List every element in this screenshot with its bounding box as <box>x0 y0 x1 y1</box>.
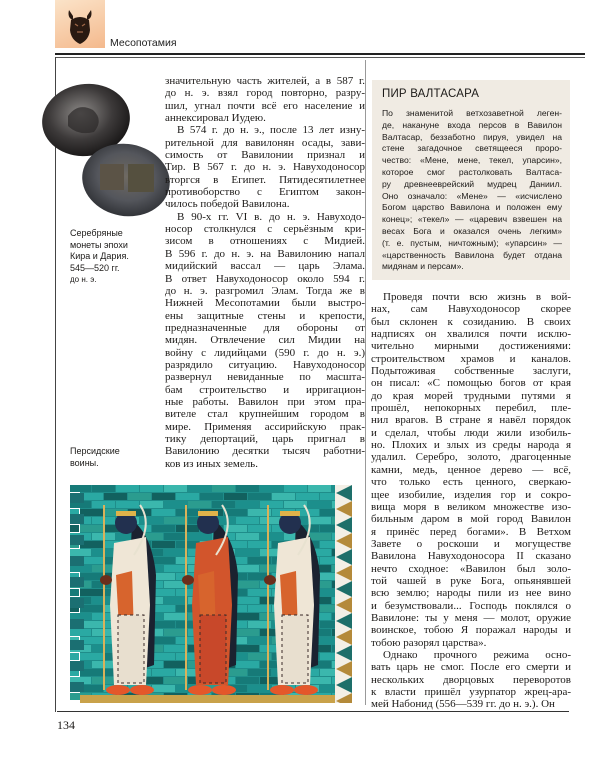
section-title: Месопотамия <box>110 37 177 49</box>
text-line: до края морей трудными путями я <box>371 389 571 402</box>
text-line: к власти пришёл узурпатор жрец-ара- <box>371 686 571 698</box>
sidebar-line: Богом царство Вавилона и положен ему <box>382 202 562 213</box>
text-line: В 574 г. до н. э., после 13 лет изну- <box>177 124 365 137</box>
brick <box>80 653 103 660</box>
brick <box>104 493 127 500</box>
brick <box>212 485 235 492</box>
caption-line: Серебряные <box>70 228 123 238</box>
brick-edge <box>70 535 84 545</box>
coins-caption <box>70 228 160 286</box>
sidebar-line: де, накануне входа персов в Вавилон <box>382 119 562 130</box>
text-line: Вавилоне: ты у меня — молот, оружие <box>371 611 571 624</box>
brick <box>70 653 79 660</box>
text-line: до н. э. взял город повторно, разру- <box>165 87 365 100</box>
brick <box>236 645 259 652</box>
text-line: аннексировал Иудею. <box>165 112 266 125</box>
footer-rule <box>57 711 569 712</box>
sidebar-line: мидянам и персам». <box>382 261 464 272</box>
text-line: надписях он хвалился почти исклю- <box>371 328 571 341</box>
brick <box>92 485 115 492</box>
brick <box>236 517 259 524</box>
text-line: тобою разорял царства». <box>371 636 487 649</box>
sidebar-line: весах Бога и оказался очень легким» <box>382 225 562 236</box>
brick <box>248 493 271 500</box>
brick-edge <box>70 577 84 587</box>
brick <box>80 589 103 596</box>
text-line: зисом в отношениях с Мидией. <box>165 235 365 248</box>
text-line: В 90-х гг. VI в. до н. э. Навуходо- <box>177 210 365 223</box>
header-rule <box>55 53 585 55</box>
brick <box>152 653 175 660</box>
brick <box>260 485 283 492</box>
text-line: бильным даром в мой город Вавилон <box>371 513 571 526</box>
brick <box>236 549 259 556</box>
column-divider <box>365 60 366 705</box>
text-line: мидян. Отвлечение сил Мидии на <box>165 334 365 347</box>
text-line: мидийский вассал — царь Элама. <box>165 260 365 273</box>
text-line: я принёс перед богами». В Ветхом <box>371 525 571 538</box>
brick <box>140 501 163 508</box>
text-line: всю землю; народы пили из нее вино <box>371 587 571 600</box>
sidebar-line: стене загадочное светящееся проро- <box>382 143 562 154</box>
brick <box>70 549 91 556</box>
sidebar-box <box>372 80 570 280</box>
brick <box>164 565 187 572</box>
brick-edge <box>70 598 84 608</box>
brick <box>308 517 331 524</box>
sidebar-text <box>382 108 562 273</box>
brick <box>70 613 91 620</box>
brick <box>284 485 307 492</box>
text-line: той чашей в руке Бога, опьянявшей <box>371 574 571 587</box>
caption-line: Персидские <box>70 446 120 456</box>
brick-edge <box>70 514 84 524</box>
caption-line: 545—520 гг. <box>70 262 120 273</box>
warriors-caption <box>70 446 160 469</box>
sidebar-line: ру древнееврейский мудрец Даниил. <box>382 178 562 189</box>
text-line: чительно мирными достижениями: <box>371 340 571 353</box>
brick <box>152 605 175 612</box>
brick <box>236 565 259 572</box>
sidebar-line: По знаменитой ветхозаветной леген- <box>382 108 562 118</box>
brick <box>164 645 187 652</box>
text-line: Вавилонию десятки тысяч работни- <box>165 445 365 458</box>
brick <box>164 501 187 508</box>
text-line: но. Плохих и злых из среды народа я <box>371 439 571 452</box>
text-line: значительную часть жителей, а в 587 г. <box>165 75 365 87</box>
text-line: рительной для вавилонян осады, зави- <box>165 136 365 149</box>
section-logo <box>55 0 105 48</box>
bull-head-icon <box>55 0 105 48</box>
brick <box>70 565 91 572</box>
brick <box>152 669 175 676</box>
text-line: В ответ Навуходоносор около 594 г. <box>165 272 365 285</box>
brick <box>164 549 187 556</box>
brick <box>164 533 187 540</box>
text-line: развернул невиданные по масшта- <box>165 371 365 384</box>
brick <box>70 629 91 636</box>
brick <box>188 533 211 540</box>
text-line: Нижней Месопотамии были выстро- <box>165 297 365 310</box>
text-line: вторгся в Египет. Пятидесятилетнее <box>165 173 365 186</box>
brick <box>176 541 199 548</box>
brick <box>236 613 259 620</box>
brick <box>236 677 259 684</box>
brick <box>200 493 223 500</box>
brick <box>236 661 259 668</box>
text-line: камни, медь, ценное дерево — всё, <box>371 463 571 476</box>
sidebar-line: Оно означало: «Мене» — «исчислено <box>382 190 562 201</box>
text-line: чилось победой Вавилона. <box>165 198 290 211</box>
brick <box>260 501 283 508</box>
text-line: В 596 г. до н. э. на Вавилонию напал <box>165 247 365 260</box>
brick <box>188 485 211 492</box>
text-line: войну с лидийцами (590 г. до н. э.) <box>165 346 365 359</box>
text-line: мире. Применяя ассирийскую прак- <box>165 420 365 433</box>
text-line: вать царь не смог. После его смерти и <box>371 661 571 674</box>
text-line: был склонен к созиданию. В своих <box>371 315 571 328</box>
brick <box>140 485 163 492</box>
brick-edge <box>70 640 84 650</box>
text-line: предназначенные для обороны от <box>165 321 365 334</box>
page-number: 134 <box>57 718 75 732</box>
text-line: симость от Вавилонии признал и <box>165 149 365 162</box>
brick <box>140 517 163 524</box>
brick <box>308 485 331 492</box>
brick <box>164 517 187 524</box>
silver-coins-image <box>38 80 172 218</box>
text-line: тику депортаций, царь пригнал в <box>165 432 365 445</box>
brick <box>152 541 175 548</box>
text-line: шил, угнал почти всё его население и <box>165 99 365 112</box>
text-line: и безумствовали... Господь поклялся о <box>371 599 571 612</box>
text-line: Тир. В 567 г. до н. э. Навуходоносор <box>165 161 365 174</box>
text-line: вителе стал крупнейшим городом в <box>165 408 365 421</box>
brick <box>284 501 307 508</box>
text-line: вища моря в великом множестве изо- <box>371 500 571 513</box>
brick <box>236 533 259 540</box>
text-line: нескольких дворцовых переворотов <box>371 673 571 686</box>
text-line: Однако прочного режима осно- <box>383 648 571 661</box>
sidebar-line: «царственность Вавилона будет отдана <box>382 249 562 260</box>
brick <box>224 493 247 500</box>
brick <box>236 629 259 636</box>
brick <box>176 493 199 500</box>
brick <box>272 493 295 500</box>
brick <box>164 613 187 620</box>
brick <box>176 509 199 516</box>
right-column-text <box>371 291 571 711</box>
brick <box>260 533 283 540</box>
text-line: мей Набонид (556—539 гг. до н. э.). Он <box>371 698 555 711</box>
text-line: щее изобилие, изделия гор и сокро- <box>371 488 571 501</box>
brick <box>128 493 151 500</box>
text-line: разрядило ситуацию. Навуходоносор <box>165 358 365 371</box>
brick <box>236 597 259 604</box>
caption-line: воины. <box>70 457 99 468</box>
brick <box>152 557 175 564</box>
brick-edge <box>70 556 84 566</box>
brick <box>188 501 211 508</box>
text-line: он писал: «С помощью богов от края <box>371 377 571 390</box>
brick <box>296 493 319 500</box>
brick-edge <box>70 493 84 503</box>
brick <box>80 525 103 532</box>
text-line: и сделал, чтобы люди жили изобиль- <box>371 426 571 439</box>
middle-column-text <box>165 75 365 470</box>
persian-warriors-mosaic-image <box>70 485 352 703</box>
text-line: прошёл, непокорных перебил, пле- <box>371 402 571 415</box>
text-line: строительством храмов и каналов. <box>371 352 571 365</box>
text-line: Подытоживая собственные заслуги, <box>371 365 571 378</box>
brick <box>236 485 259 492</box>
brick <box>236 581 259 588</box>
text-line: Завете о роскоши и могуществе <box>371 537 571 550</box>
text-line: воинское, тобою Я поражал народы и <box>371 624 571 637</box>
brick-edge <box>70 619 84 629</box>
brick <box>152 621 175 628</box>
brick <box>70 525 79 532</box>
sidebar-line: которое смог растолковать Валтаса- <box>382 166 562 177</box>
sidebar-line: (т. е. пустым, ничтожным); «упарсин» — <box>382 237 562 248</box>
brick <box>152 685 175 692</box>
brick <box>308 677 331 684</box>
brick <box>152 637 175 644</box>
header-rule-thin <box>55 57 585 58</box>
text-line: ные работы. Вавилон при этом пра- <box>165 395 365 408</box>
text-line: до н. э. разгромил Элам. Тогда же в <box>165 284 365 297</box>
text-line: нил врагов. В стране я навёл порядок <box>371 414 571 427</box>
text-line: противоборство с Египтом закон- <box>165 186 365 199</box>
text-line: ены защитные стены и крепости, <box>165 309 365 322</box>
brick <box>308 501 331 508</box>
text-line: что только есть ценного, сверкаю- <box>371 476 571 489</box>
text-line: Проведя почти всю жизнь в вой- <box>383 291 571 303</box>
sidebar-line: конец»; «текел» — «царевич взвешен на <box>382 214 562 225</box>
brick <box>152 509 175 516</box>
text-line: ков из иных земель. <box>165 457 258 470</box>
sidebar-line: чество: «Мене, мене, текел, упарсин», <box>382 155 562 166</box>
brick <box>308 533 331 540</box>
brick <box>236 501 259 508</box>
caption-line: монеты эпохи <box>70 239 128 250</box>
brick <box>164 629 187 636</box>
text-line: бам строительство и ирригацион- <box>165 383 365 396</box>
brick <box>164 661 187 668</box>
brick-edge <box>70 682 84 692</box>
caption-line: Кира и Дария. <box>70 251 129 261</box>
brick <box>152 525 175 532</box>
brick <box>152 493 175 500</box>
sidebar-title: ПИР ВАЛТАСАРА <box>382 88 480 100</box>
brick <box>176 525 199 532</box>
brick <box>116 501 139 508</box>
text-line: Вавилона Навуходоносора II сказано <box>371 550 571 563</box>
brick <box>164 677 187 684</box>
brick <box>164 597 187 604</box>
caption-line: до н. э. <box>70 275 97 284</box>
text-line: удалил. Серебро, золото, драгоценные <box>371 451 571 464</box>
brick <box>164 485 187 492</box>
brick <box>70 589 79 596</box>
text-line: носор столкнулся с серьёзным кри- <box>165 223 365 236</box>
brick <box>116 485 139 492</box>
sidebar-line: Валтасар, беззаботно пируя, увидел на <box>382 131 562 142</box>
brick <box>70 485 91 492</box>
text-line: нечто сходное: «Вавилон был золо- <box>371 562 571 575</box>
text-line: нах, сам Навуходоносор скорее <box>371 303 571 316</box>
brick-edge <box>70 661 84 671</box>
